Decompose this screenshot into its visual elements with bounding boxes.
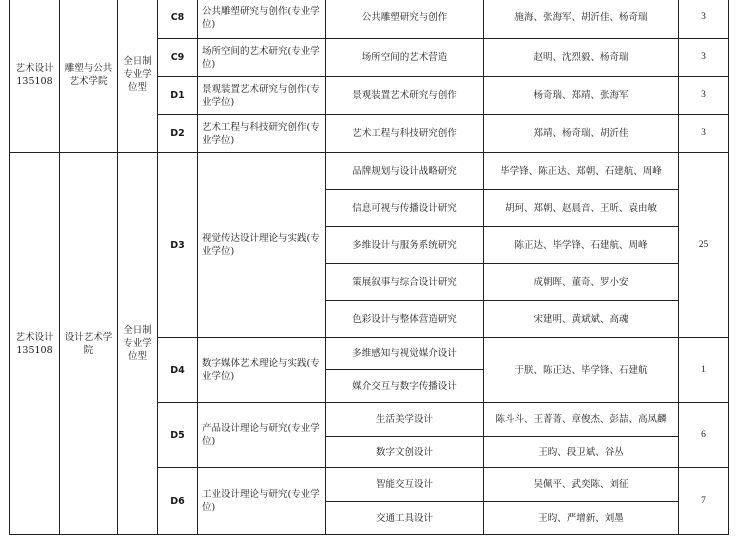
college-cell: 雕塑与公共艺术学院 — [60, 0, 118, 153]
subdirection-name: 策展叙事与综合设计研究 — [326, 264, 484, 301]
direction-name: 场所空间的艺术研究(专业学位) — [198, 39, 326, 77]
quota: 3 — [679, 77, 729, 115]
subdirection-name: 智能交互设计 — [326, 468, 484, 502]
subdirection-name: 多维设计与服务系统研究 — [326, 227, 484, 264]
study-mode-cell: 全日制专业学位型 — [118, 153, 158, 535]
direction-code: D5 — [158, 403, 198, 468]
direction-code: D4 — [158, 338, 198, 403]
direction-code: C8 — [158, 0, 198, 39]
subdirection-name: 数字文创设计 — [326, 437, 484, 468]
tutor-list: 郑靖、杨奇瑞、胡沂佳 — [484, 115, 679, 153]
subdirection-name: 艺术工程与科技研究创作 — [326, 115, 484, 153]
quota: 3 — [679, 0, 729, 39]
tutor-list: 于朕、陈正达、毕学锋、石建航 — [484, 338, 679, 403]
direction-name: 产品设计理论与研究(专业学位) — [198, 403, 326, 468]
subdirection-name: 交通工具设计 — [326, 502, 484, 535]
quota: 6 — [679, 403, 729, 468]
enrollment-table — [9, 0, 729, 535]
tutor-list: 王昀、段卫斌、谷丛 — [484, 437, 679, 468]
study-mode-cell: 全日制专业学位型 — [118, 0, 158, 153]
discipline-cell: 艺术设计135108 — [10, 153, 60, 535]
subdirection-name: 多维感知与视觉媒介设计 — [326, 338, 484, 370]
tutor-list: 胡珂、郑朝、赵晨音、王昕、袁由敏 — [484, 190, 679, 227]
direction-name: 数字媒体艺术理论与实践(专业学位) — [198, 338, 326, 403]
direction-code: D1 — [158, 77, 198, 115]
quota: 3 — [679, 39, 729, 77]
tutor-list: 宋建明、黄斌斌、高魂 — [484, 301, 679, 338]
subdirection-name: 公共雕塑研究与创作 — [326, 0, 484, 39]
direction-code: D2 — [158, 115, 198, 153]
tutor-list: 成朝晖、董奇、罗小安 — [484, 264, 679, 301]
direction-name: 工业设计理论与研究(专业学位) — [198, 468, 326, 535]
college-cell: 设计艺术学院 — [60, 153, 118, 535]
table-row — [10, 153, 729, 190]
direction-name: 景观装置艺术研究与创作(专业学位) — [198, 77, 326, 115]
table-row — [10, 0, 729, 39]
direction-name: 艺术工程与科技研究创作(专业学位) — [198, 115, 326, 153]
subdirection-name: 信息可视与传播设计研究 — [326, 190, 484, 227]
tutor-list: 陈正达、毕学锋、石建航、周峰 — [484, 227, 679, 264]
direction-name: 视觉传达设计理论与实践(专业学位) — [198, 153, 326, 338]
quota: 3 — [679, 115, 729, 153]
direction-code: C9 — [158, 39, 198, 77]
direction-code: D6 — [158, 468, 198, 535]
subdirection-name: 媒介交互与数字传播设计 — [326, 370, 484, 403]
tutor-list: 施海、张海军、胡沂佳、杨奇瑞 — [484, 0, 679, 39]
quota: 7 — [679, 468, 729, 535]
tutor-list: 陈斗斗、王菁菁、章俊杰、彭喆、高凤麟 — [484, 403, 679, 437]
subdirection-name: 景观装置艺术研究与创作 — [326, 77, 484, 115]
subdirection-name: 生活美学设计 — [326, 403, 484, 437]
tutor-list: 吴佩平、武奕陈、刘征 — [484, 468, 679, 502]
tutor-list: 杨奇瑞、郑靖、张海军 — [484, 77, 679, 115]
tutor-list: 毕学锋、陈正达、郑朝、石建航、周峰 — [484, 153, 679, 190]
tutor-list: 王昀、严增新、刘墨 — [484, 502, 679, 535]
subdirection-name: 场所空间的艺术营造 — [326, 39, 484, 77]
discipline-cell: 艺术设计135108 — [10, 0, 60, 153]
quota: 25 — [679, 153, 729, 338]
direction-name: 公共雕塑研究与创作(专业学位) — [198, 0, 326, 39]
subdirection-name: 品牌规划与设计战略研究 — [326, 153, 484, 190]
tutor-list: 赵明、沈烈毅、杨奇瑞 — [484, 39, 679, 77]
subdirection-name: 色彩设计与整体营造研究 — [326, 301, 484, 338]
quota: 1 — [679, 338, 729, 403]
direction-code: D3 — [158, 153, 198, 338]
